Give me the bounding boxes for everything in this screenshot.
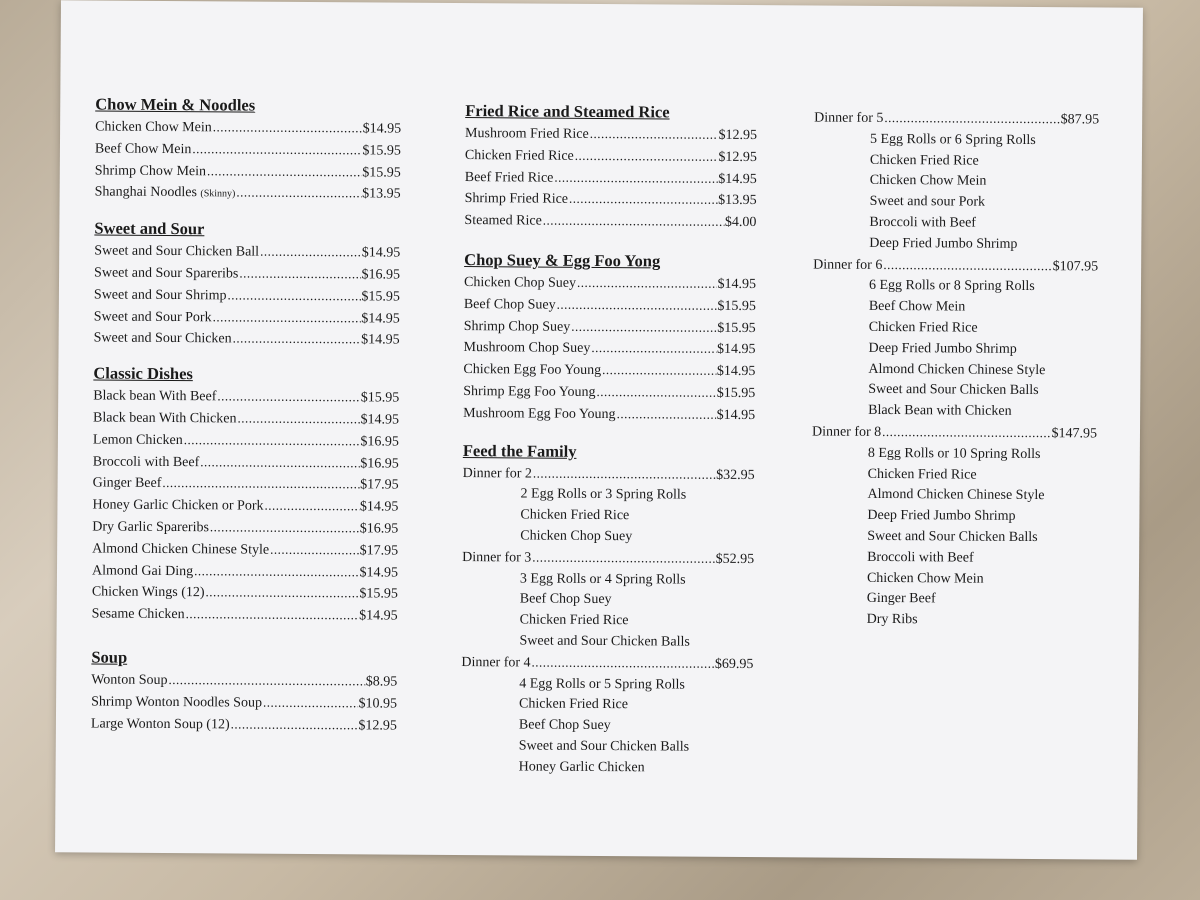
section-sweet-sour: [94, 219, 401, 352]
dinner-item: Sweet and sour Pork: [869, 194, 986, 210]
item-name: Almond Gai Ding: [91, 563, 194, 579]
dinner-item: Chicken Fried Rice: [869, 152, 979, 169]
dinner-item: 8 Egg Rolls or 10 Spring Rolls: [867, 445, 1041, 462]
menu-item: [95, 182, 401, 207]
dinner-item: Sweet and Sour Chicken Balls: [867, 528, 1038, 546]
dinner-item: Chicken Chow Mein: [869, 173, 987, 190]
menu-item: [92, 495, 398, 519]
menu-item: [95, 138, 401, 162]
item-name: Dry Garlic Spareribs: [92, 519, 210, 536]
item-price: $14.95: [361, 310, 400, 327]
dinner-header: [462, 547, 754, 571]
menu-item: [465, 123, 757, 147]
menu-item: [465, 167, 757, 191]
dinner-header: [461, 652, 753, 676]
menu-column-right: [811, 107, 1100, 632]
item-price: $16.95: [360, 434, 399, 450]
item-price: $17.95: [360, 477, 399, 493]
item-price: $15.95: [360, 390, 400, 406]
dinner-item: Almond Chicken Chinese Style: [868, 361, 1046, 378]
dinner-item: 2 Egg Rolls or 3 Spring Rolls: [520, 486, 687, 503]
dinner-contents: [461, 569, 754, 654]
item-name: Dinner for 3: [462, 549, 532, 566]
item-name: Honey Garlic Chicken or Pork: [92, 497, 264, 514]
item-price: $14.95: [359, 608, 398, 624]
item-price: $14.95: [359, 499, 399, 515]
section-title: Classic Dishes: [93, 363, 193, 384]
item-name: Shrimp Chow Mein: [94, 163, 207, 179]
dinner-header: [463, 463, 755, 487]
menu-item: [463, 403, 755, 427]
dinner-header: [814, 107, 1099, 131]
menu-sheet: [55, 0, 1143, 860]
menu-item: [465, 145, 757, 169]
menu-item: [463, 359, 755, 383]
dinner-item: Black Bean with Chicken: [868, 403, 1012, 420]
item-name: Chicken Egg Foo Young: [463, 362, 602, 379]
section-title: Chow Mein & Noodles: [95, 94, 256, 115]
menu-item: [93, 429, 399, 453]
item-price: $15.95: [359, 586, 398, 602]
menu-item: [92, 538, 398, 562]
section-chop-suey: [463, 250, 756, 427]
menu-item: [464, 294, 756, 318]
section-soup: [91, 647, 398, 737]
item-price: $8.95: [365, 674, 398, 690]
menu-item: [91, 713, 397, 737]
dinner-contents: [462, 484, 754, 548]
item-name: Black bean With Beef: [93, 388, 217, 405]
dinner-item: Deep Fried Jumbo Shrimp: [867, 508, 1016, 525]
item-price: $12.95: [718, 127, 758, 144]
item-name: Large Wonton Soup (12): [90, 715, 230, 732]
item-price: $14.95: [361, 245, 401, 261]
menu-item: [465, 188, 757, 212]
menu-item: [93, 451, 399, 475]
item-price: $32.95: [716, 467, 755, 483]
menu-item: [94, 262, 400, 286]
menu-item: [92, 516, 398, 540]
item-note: (Skinny): [200, 188, 236, 200]
menu-item: [463, 381, 755, 405]
dinner-contents: [811, 443, 1097, 632]
menu-item: [94, 328, 400, 352]
item-price: $14.95: [360, 412, 400, 428]
item-price: $14.95: [717, 276, 757, 293]
item-name: Lemon Chicken: [92, 432, 183, 448]
item-name: Steamed Rice: [464, 213, 542, 229]
item-name: Beef Chop Suey: [463, 296, 556, 313]
dinner-item: Sweet and Sour Chicken Balls: [518, 738, 690, 755]
dinner-item: Honey Garlic Chicken: [518, 759, 645, 776]
item-name: Ginger Beef: [92, 475, 162, 492]
item-name: Shrimp Wonton Noodles Soup: [91, 694, 263, 711]
item-name: Sweet and Sour Spareribs: [94, 265, 239, 282]
dinner-item: Beef Chop Suey: [519, 591, 612, 608]
item-price: $107.95: [1052, 258, 1099, 275]
menu-column-middle: [461, 101, 758, 780]
item-name: Sesame Chicken: [91, 606, 185, 623]
menu-item: [92, 560, 398, 584]
menu-item: [95, 160, 401, 184]
dinner-item: Chicken Fried Rice: [520, 507, 630, 524]
item-name: Shanghai Noodles: [94, 184, 197, 201]
dinner-item: Deep Fried Jumbo Shrimp: [868, 340, 1017, 357]
item-price: $14.95: [716, 363, 756, 380]
item-price: $15.95: [362, 143, 401, 159]
item-name: Dinner for 5: [814, 110, 884, 126]
section-chow-mein: [95, 94, 402, 206]
dinner-item: Almond Chicken Chinese Style: [867, 487, 1045, 504]
item-price: $14.95: [716, 407, 756, 423]
dinner-item: Deep Fried Jumbo Shrimp: [869, 235, 1018, 252]
section-title: Feed the Family: [462, 440, 577, 461]
item-name: Mushroom Chop Suey: [463, 340, 591, 357]
item-price: $14.95: [362, 121, 402, 137]
item-name: Chicken Chop Suey: [463, 275, 577, 291]
dinner-item: Chicken Fried Rice: [519, 696, 629, 713]
item-price: $13.95: [362, 186, 401, 202]
item-name: Sweet and Sour Chicken Ball: [94, 243, 260, 260]
item-name: Almond Chicken Chinese Style: [92, 541, 270, 558]
dinner-item: 3 Egg Rolls or 4 Spring Rolls: [519, 570, 686, 588]
dinner-item: Chicken Fried Rice: [867, 466, 977, 483]
item-name: Sweet and Sour Pork: [93, 309, 212, 325]
menu-item: [91, 691, 397, 715]
item-price: $17.95: [359, 543, 399, 559]
item-price: $14.95: [717, 342, 756, 358]
item-price: $15.95: [716, 385, 756, 402]
menu-item: [94, 306, 400, 330]
section-title: Fried Rice and Steamed Rice: [465, 101, 670, 122]
section-feed-family: [461, 441, 755, 780]
menu-column-left: [91, 94, 401, 736]
item-price: $15.95: [362, 164, 401, 181]
dinner-item: Beef Chop Suey: [518, 717, 611, 734]
dinner-item: 6 Egg Rolls or 8 Spring Rolls: [868, 278, 1035, 295]
section-fried-rice: [464, 101, 757, 234]
item-price: $15.95: [717, 320, 756, 336]
item-name: Dinner for 8: [811, 424, 882, 440]
dinner-item: Ginger Beef: [866, 591, 936, 607]
dinner-item: Chicken Fried Rice: [519, 612, 629, 629]
section-title: Sweet and Sour: [94, 218, 205, 239]
item-price: $13.95: [718, 193, 757, 209]
menu-item: [91, 669, 397, 693]
item-name: Dinner for 2: [462, 465, 532, 482]
dinner-header: [812, 421, 1097, 445]
dinner-item: Sweet and Sour Chicken Balls: [519, 633, 690, 650]
dinner-item: Dry Ribs: [866, 611, 918, 628]
menu-item: [94, 241, 400, 265]
item-name: Dinner for 4: [461, 654, 531, 671]
menu-item: [94, 284, 400, 308]
item-price: $16.95: [361, 267, 401, 283]
dinner-item: 4 Egg Rolls or 5 Spring Rolls: [519, 675, 685, 693]
dinner-item: Beef Chow Mein: [868, 299, 966, 315]
dinner-contents: [461, 674, 754, 780]
item-name: Chicken Fried Rice: [464, 147, 574, 164]
item-price: $10.95: [358, 696, 398, 712]
section-title: Soup: [91, 647, 128, 667]
item-name: Shrimp Fried Rice: [464, 191, 569, 208]
dinner-contents: [812, 276, 1098, 424]
dinner-item: Broccoli with Beef: [867, 549, 974, 566]
item-name: Chicken Wings (12): [91, 584, 205, 601]
dinner-item: Chicken Chop Suey: [520, 528, 633, 545]
dinner-item: Broccoli with Beef: [869, 214, 977, 231]
section-classic: [92, 364, 400, 628]
item-name: Wonton Soup: [91, 672, 168, 688]
section-title: Chop Suey & Egg Foo Yong: [464, 250, 661, 271]
dinner-item: Chicken Chow Mein: [866, 570, 984, 587]
menu-item: [92, 604, 398, 628]
menu-item: [93, 386, 399, 410]
item-price: $16.95: [359, 521, 399, 537]
dinner-item: 5 Egg Rolls or 6 Spring Rolls: [869, 131, 1036, 148]
menu-item: [464, 316, 756, 340]
menu-item: [95, 116, 401, 140]
item-price: $14.95: [359, 564, 399, 581]
item-name: Dinner for 6: [813, 257, 883, 273]
item-price: $52.95: [715, 551, 755, 567]
item-name: Beef Fried Rice: [464, 169, 554, 186]
item-name: Sweet and Sour Shrimp: [93, 287, 227, 304]
item-price: $15.95: [717, 298, 756, 314]
item-price: $69.95: [714, 656, 754, 672]
item-name: Mushroom Fried Rice: [465, 126, 589, 142]
item-price: $4.00: [724, 215, 757, 231]
item-name: Sweet and Sour Chicken: [93, 330, 232, 347]
item-price: $12.95: [718, 149, 757, 165]
item-price: $147.95: [1051, 426, 1098, 442]
menu-item: [463, 337, 755, 361]
menu-item: [92, 582, 398, 606]
item-price: $15.95: [361, 289, 400, 305]
item-price: $87.95: [1060, 112, 1100, 128]
menu-item: [93, 473, 399, 497]
dinner-contents: [813, 129, 1099, 256]
item-name: Shrimp Egg Foo Young: [463, 384, 596, 400]
item-price: $14.95: [361, 332, 400, 348]
menu-item: [93, 407, 399, 431]
item-name: Shrimp Chop Suey: [463, 318, 571, 335]
dinner-header: [813, 254, 1098, 278]
item-price: $16.95: [360, 455, 399, 472]
menu-item: [464, 272, 756, 296]
item-name: Mushroom Egg Foo Young: [463, 405, 616, 422]
item-price: $14.95: [718, 171, 757, 187]
item-name: Chicken Chow Mein: [95, 119, 212, 136]
menu-item: [464, 210, 756, 234]
dinner-item: Sweet and Sour Chicken Balls: [868, 382, 1039, 399]
item-name: Black bean With Chicken: [93, 410, 237, 427]
item-name: Broccoli with Beef: [92, 454, 200, 470]
dinner-item: Chicken Fried Rice: [868, 319, 978, 336]
item-name: Beef Chow Mein: [94, 141, 192, 157]
item-price: $12.95: [358, 717, 397, 734]
